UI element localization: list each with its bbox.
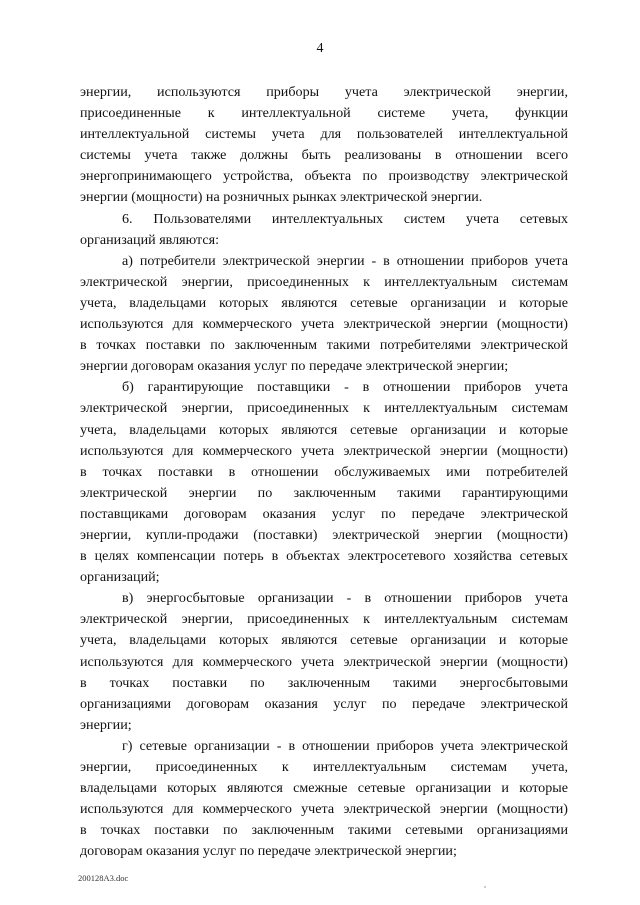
item-d-start: г) сетевые организации - в отношении приборов учета электрической (122, 737, 568, 754)
text-line: в точках поставки по заключенным такими энергосбытовыми (80, 674, 568, 691)
paragraph-6-heading: 6. Пользователями интеллектуальных систем учета сетевых (122, 210, 568, 227)
text-line: организаций являются: (80, 231, 219, 248)
text-line: энергии (мощности) на розничных рынках электрической энергии. (80, 189, 483, 206)
text-line: организаций; (80, 569, 160, 586)
text-line: владельцами которых являются смежные сетевые организации и которые (80, 780, 568, 797)
item-b-start: б) гарантирующие поставщики - в отношении приборов учета (122, 379, 568, 396)
footer-doc-code: 200128A3.doc (78, 873, 129, 883)
scan-artifact (484, 886, 486, 888)
page-number: 4 (316, 41, 324, 56)
text-line: присоединенные к интеллектуальной системе учета, функции (80, 105, 568, 122)
text-line: электрической энергии, присоединенных к интеллектуальным системам (80, 400, 568, 417)
text-line: учета, владельцами которых являются сетевые организации и которые (80, 294, 568, 311)
text-line: используются для коммерческого учета электрической энергии (мощности) (80, 316, 568, 333)
text-line: энергии, используются приборы учета электрической энергии, (80, 84, 568, 100)
text-line: электрической энергии по заключенным такими гарантирующими (80, 484, 568, 501)
text-line: в целях компенсации потерь в объектах электросетевого хозяйства сетевых (80, 548, 568, 565)
text-line: в точках поставки в отношении обслуживаемых ими потребителей (80, 463, 568, 480)
text-line: энергопринимающего устройства, объекта по производству электрической (80, 168, 568, 185)
text-line: используются для коммерческого учета электрической энергии (мощности) (80, 653, 568, 670)
text-line: в точках поставки по заключенным такими сетевыми организациями (80, 822, 568, 839)
text-line: интеллектуальной системы учета для пользователей интеллектуальной (80, 126, 568, 143)
text-line: используются для коммерческого учета электрической энергии (мощности) (80, 801, 568, 818)
item-c-start: в) энергосбытовые организации - в отношении приборов учета (122, 590, 568, 607)
text-line: в точках поставки по заключенным такими потребителями электрической (80, 337, 568, 354)
text-line: договорам оказания услуг по передаче электрической энергии; (80, 843, 457, 860)
text-line: системы учета также должны быть реализованы в отношении всего (80, 147, 568, 164)
text-line: энергии, присоединенных к интеллектуальным системам учета, (80, 759, 568, 775)
text-line: учета, владельцами которых являются сетевые организации и которые (80, 421, 568, 438)
text-line: организациями договорам оказания услуг по передаче электрической (80, 695, 568, 712)
text-line: используются для коммерческого учета электрической энергии (мощности) (80, 442, 568, 459)
text-line: электрической энергии, присоединенных к интеллектуальным системам (80, 273, 568, 290)
item-a-start: а) потребители электрической энергии - в отношении приборов учета (122, 252, 568, 269)
text-line: учета, владельцами которых являются сетевые организации и которые (80, 632, 568, 649)
text-line: поставщиками договорам оказания услуг по передаче электрической (80, 505, 568, 522)
text-line: энергии; (80, 716, 132, 733)
text-line: электрической энергии, присоединенных к интеллектуальным системам (80, 611, 568, 628)
text-line: энергии, купли-продажи (поставки) электрической энергии (мощности) (80, 526, 568, 543)
text-line: энергии договорам оказания услуг по передаче электрической энергии; (80, 358, 509, 375)
document-body (80, 82, 568, 862)
